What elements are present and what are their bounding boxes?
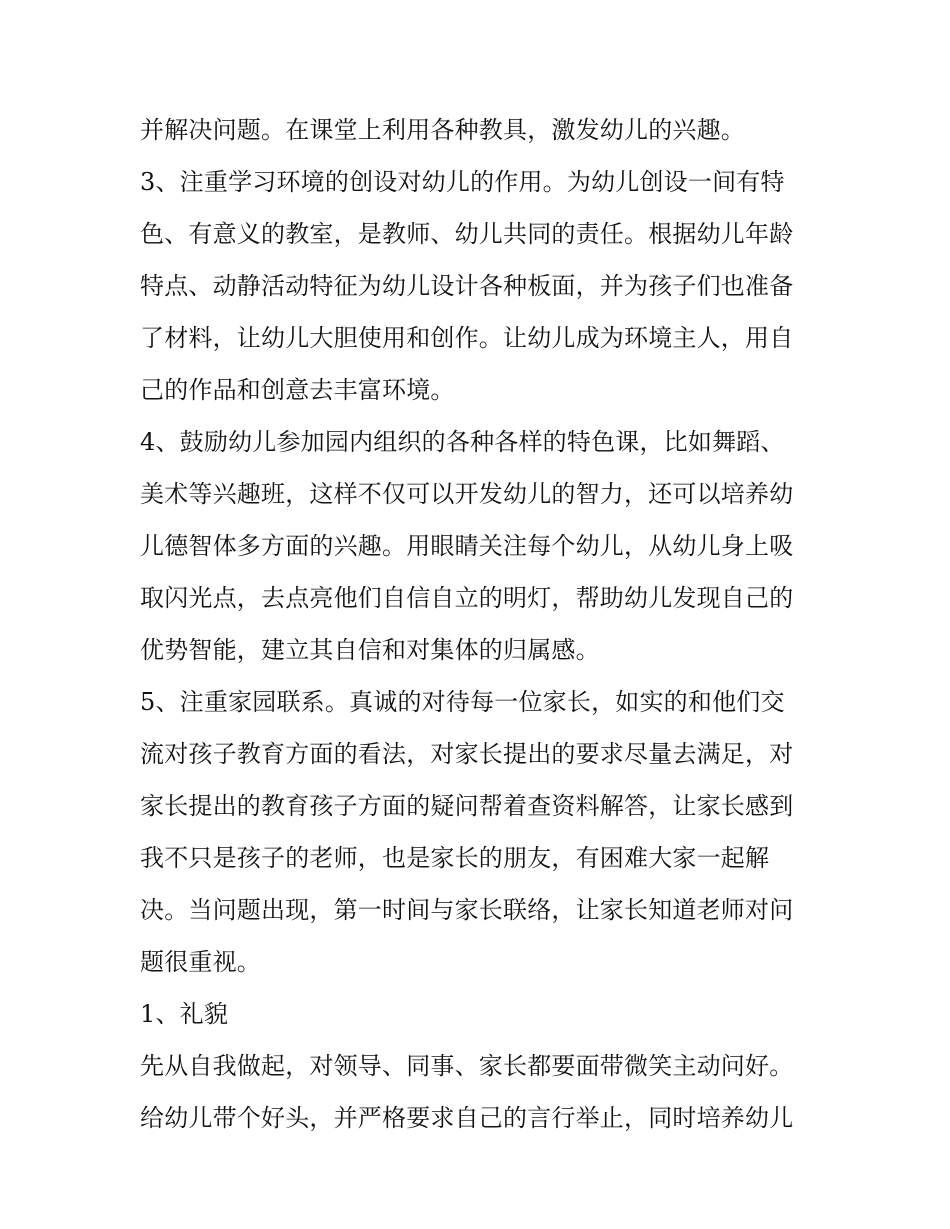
- text-line: 先从自我做起，对领导、同事、家长都要面带微笑主动问好。: [140, 1052, 794, 1080]
- text-line: 决。当问题出现，第一时间与家长联络，让家长知道老师对问: [140, 896, 794, 924]
- text-line: 给幼儿带个好头，并严格要求自己的言行举止，同时培养幼儿: [140, 1104, 794, 1132]
- text-line: 3、注重学习环境的创设对幼儿的作用。为幼儿创设一间有特: [140, 168, 785, 196]
- text-line: 家长提出的教育孩子方面的疑问帮着查资料解答，让家长感到: [140, 792, 794, 820]
- text-line: 色、有意义的教室，是教师、幼儿共同的责任。根据幼儿年龄: [140, 220, 794, 248]
- text-line: 题很重视。: [140, 948, 261, 976]
- text-line: 优势智能，建立其自信和对集体的归属感。: [140, 636, 600, 664]
- text-line: 流对孩子教育方面的看法，对家长提出的要求尽量去满足，对: [140, 740, 794, 768]
- text-line: 特点、动静活动特征为幼儿设计各种板面，并为孩子们也准备: [140, 272, 794, 300]
- text-line: 并解决问题。在课堂上利用各种教具，激发幼儿的兴趣。: [140, 116, 745, 144]
- text-line: 儿德智体多方面的兴趣。用眼睛关注每个幼儿，从幼儿身上吸: [140, 532, 794, 560]
- text-line: 己的作品和创意去丰富环境。: [140, 376, 455, 404]
- text-line: 美术等兴趣班，这样不仅可以开发幼儿的智力，还可以培养幼: [140, 480, 794, 508]
- text-line: 5、注重家园联系。真诚的对待每一位家长，如实的和他们交: [140, 688, 785, 716]
- text-line: 4、鼓励幼儿参加园内组织的各种各样的特色课，比如舞蹈、: [140, 428, 785, 456]
- text-line: 取闪光点，去点亮他们自信自立的明灯，帮助幼儿发现自己的: [140, 584, 794, 612]
- text-line: 了材料，让幼儿大胆使用和创作。让幼儿成为环境主人，用自: [140, 324, 794, 352]
- section-heading: 1、礼貌: [140, 1000, 229, 1028]
- text-line: 我不只是孩子的老师，也是家长的朋友，有困难大家一起解: [140, 844, 770, 872]
